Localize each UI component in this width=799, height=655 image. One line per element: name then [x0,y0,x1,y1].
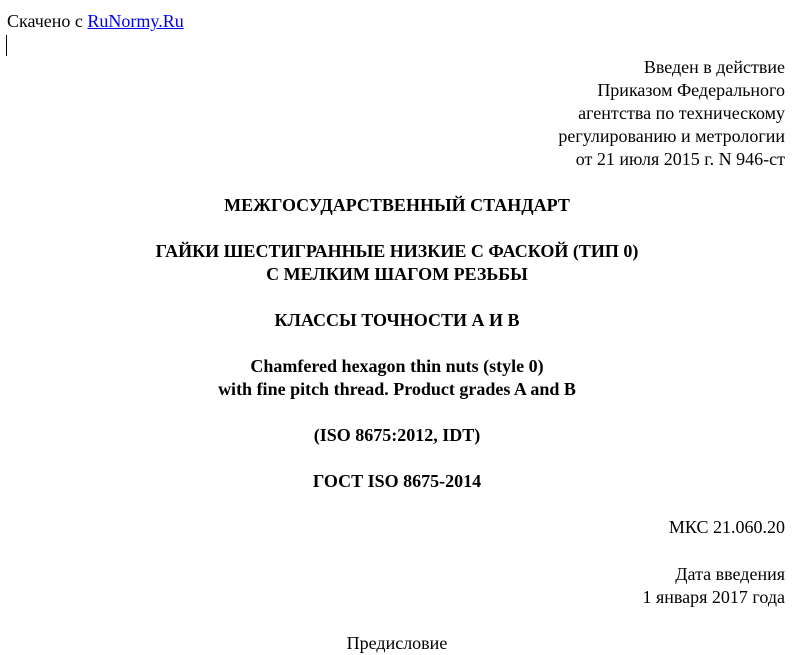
source-link[interactable]: RuNormy.Ru [87,11,184,31]
mks-code: МКС 21.060.20 [668,517,785,537]
title-en-line2: with fine pitch thread. Product grades A and B [218,379,576,399]
introduction-line: агентства по техническому [578,103,785,123]
title-ru-line1: ГАЙКИ ШЕСТИГРАННЫЕ НИЗКИЕ С ФАСКОЙ (ТИП 0) [155,241,639,261]
title-ru-line2: С МЕЛКИМ ШАГОМ РЕЗЬБЫ [266,264,528,284]
introduction-line: от 21 июля 2015 г. N 946-ст [575,149,785,169]
grades-ru: КЛАССЫ ТОЧНОСТИ А И В [274,310,520,330]
introduction-line: регулированию и метрологии [558,126,785,146]
introduction-line: Приказом Федерального [597,80,785,100]
text-cursor [6,35,7,56]
source-prefix: Скачено с [7,11,83,31]
gost-number: ГОСТ ISO 8675-2014 [312,471,482,491]
introduction-line: Введен в действие [643,57,785,77]
effective-date-label: Дата введения [675,564,785,584]
introduction-block [558,56,785,171]
iso-reference: (ISO 8675:2012, IDT) [313,425,481,445]
effective-date-value: 1 января 2017 года [642,587,785,607]
preface-heading: Предисловие [346,633,448,653]
title-en-line1: Chamfered hexagon thin nuts (style 0) [250,356,544,376]
standard-type: МЕЖГОСУДАРСТВЕННЫЙ СТАНДАРТ [224,195,570,215]
source-line [7,10,184,33]
